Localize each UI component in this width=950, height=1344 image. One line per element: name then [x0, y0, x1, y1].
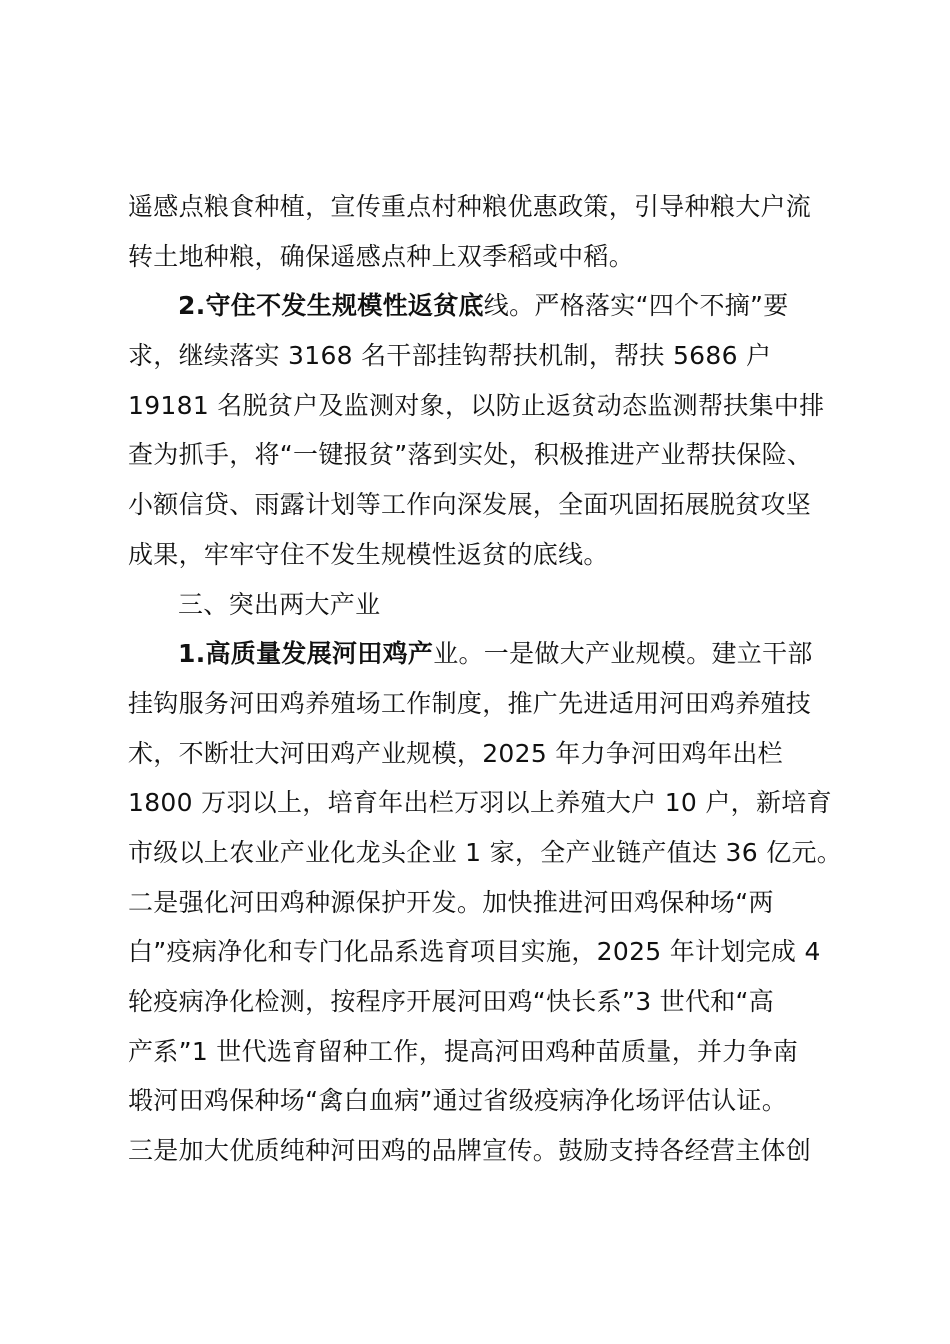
- text-line: 1800 万羽以上，培育年出栏万羽以上养殖大户 10 户，新培育: [128, 788, 832, 817]
- paragraph-heading-line: [178, 637, 813, 671]
- text-line: 成果，牢牢守住不发生规模性返贫的底线。: [128, 540, 609, 569]
- text-line: 二是强化河田鸡种源保护开发。加快推进河田鸡保种场“两: [128, 888, 774, 917]
- bold-heading: 1.高质量发展河田鸡产: [178, 639, 434, 668]
- paragraph-heading-line: [178, 289, 789, 323]
- text-line: 产系”1 世代选育留种工作，提高河田鸡种苗质量，并力争南: [128, 1037, 799, 1066]
- text-line: 轮疫病净化检测，按程序开展河田鸡“快长系”3 世代和“高: [128, 987, 775, 1016]
- text-line: 术，不断壮大河田鸡产业规模，2025 年力争河田鸡年出栏: [128, 739, 783, 768]
- text-line: 三是加大优质纯种河田鸡的品牌宣传。鼓励支持各经营主体创: [128, 1136, 812, 1165]
- text-line: 19181 名脱贫户及监测对象，以防止返贫动态监测帮扶集中排: [128, 391, 825, 420]
- text-line: 挂钩服务河田鸡养殖场工作制度，推广先进适用河田鸡养殖技: [128, 689, 812, 718]
- section-heading: 三、突出两大产业: [178, 590, 381, 619]
- bold-heading: 2.守住不发生规模性返贫底: [178, 291, 484, 320]
- text-line: 塅河田鸡保种场“禽白血病”通过省级疫病净化场评估认证。: [128, 1086, 788, 1115]
- text-line: 白”疫病净化和专门化品系选育项目实施，2025 年计划完成 4: [128, 937, 821, 966]
- text-line: 查为抓手，将“一键报贫”落到实处，积极推进产业帮扶保险、: [128, 440, 813, 469]
- text-run: 业。一是做大产业规模。建立干部: [433, 639, 813, 668]
- text-line: 小额信贷、雨露计划等工作向深发展，全面巩固拓展脱贫攻坚: [128, 490, 812, 519]
- text-line: 市级以上农业产业化龙头企业 1 家，全产业链产值达 36 亿元。: [128, 838, 843, 867]
- text-run: 线。严格落实“四个不摘”要: [483, 291, 789, 320]
- text-line: 遥感点粮食种植，宣传重点村种粮优惠政策，引导种粮大户流: [128, 192, 812, 221]
- text-line: 求，继续落实 3168 名干部挂钩帮扶机制，帮扶 5686 户: [128, 341, 772, 370]
- text-line: 转土地种粮，确保遥感点种上双季稻或中稻。: [128, 242, 635, 271]
